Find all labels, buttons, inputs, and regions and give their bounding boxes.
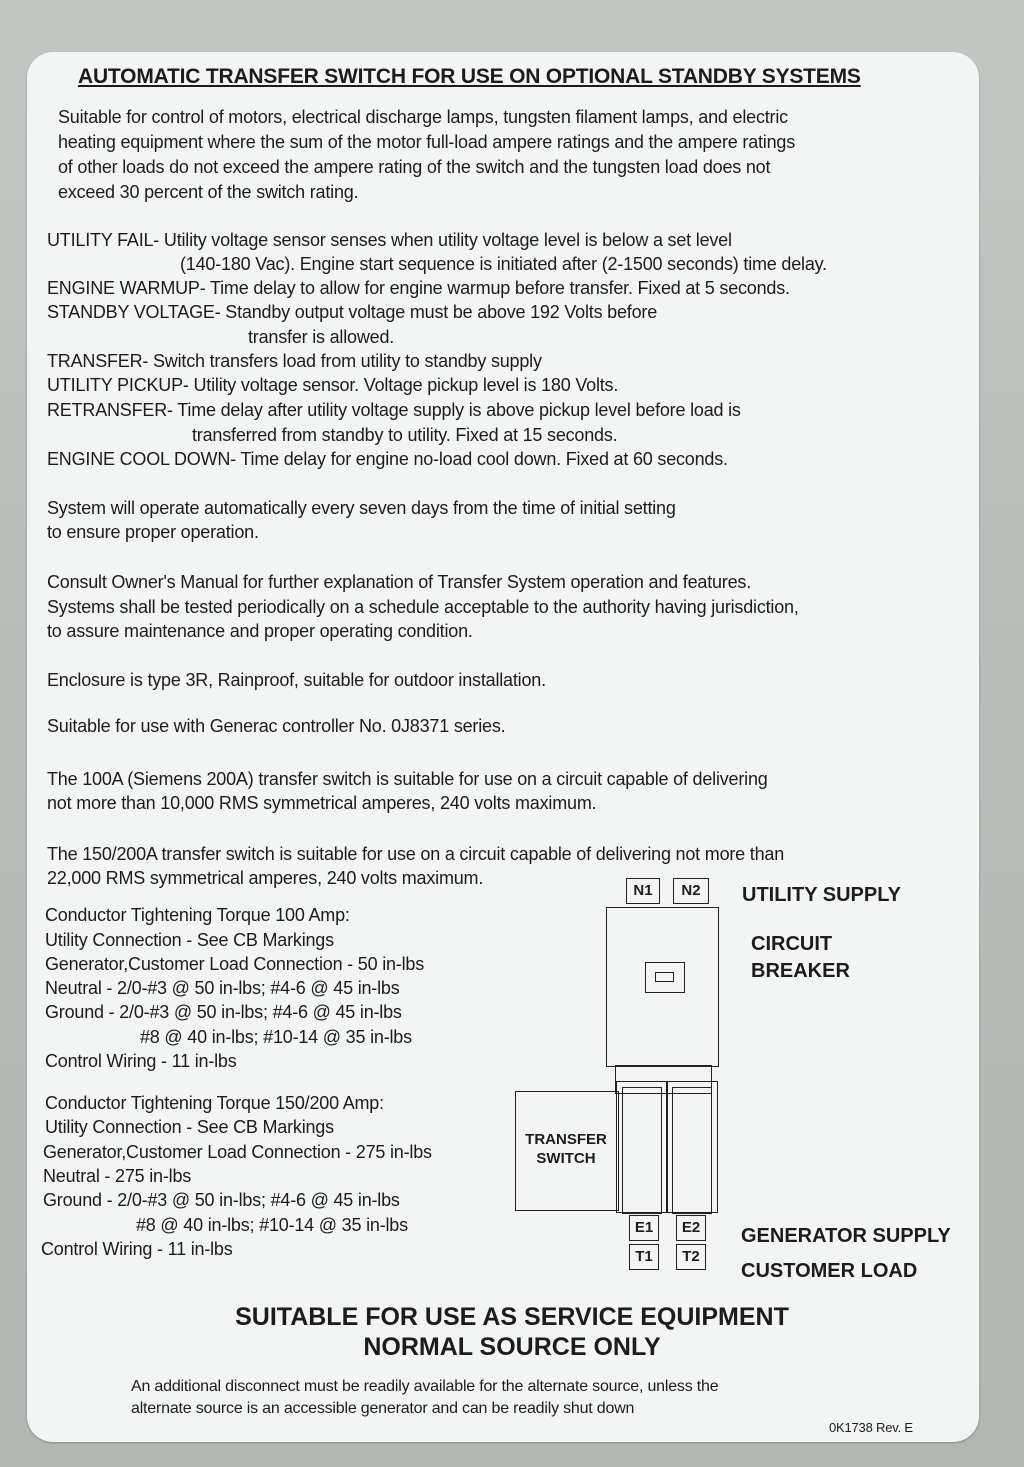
torque-100-line: Utility Connection - See CB Markings — [45, 930, 334, 950]
terminal-t1: T1 — [629, 1244, 659, 1270]
intro-line: heating equipment where the sum of the motor full-load ampere ratings and the ampere ratings — [58, 132, 796, 152]
paragraph-line: Suitable for use with Generac controller No. 0J8371 series. — [47, 716, 506, 736]
definition-engine-warmup: ENGINE WARMUP- Time delay to allow for engine warmup before transfer. Fixed at 5 seconds. — [47, 278, 790, 298]
paragraph-line: to assure maintenance and proper operating condition. — [47, 621, 473, 641]
definition-standby-voltage: STANDBY VOLTAGE- Standby output voltage must be above 192 Volts before — [47, 302, 658, 322]
torque-200-line: Utility Connection - See CB Markings — [45, 1117, 334, 1137]
service-equipment-line1: SUITABLE FOR USE AS SERVICE EQUIPMENT — [235, 1303, 789, 1331]
definition-utility-pickup: UTILITY PICKUP- Utility voltage sensor. Voltage pickup level is 180 Volts. — [47, 375, 619, 395]
breaker-handle-inner — [655, 972, 674, 982]
definition-engine-cool-down: ENGINE COOL DOWN- Time delay for engine no-load cool down. Fixed at 60 seconds. — [47, 449, 728, 469]
definition-utility-fail: UTILITY FAIL- Utility voltage sensor senses when utility voltage level is below a set level — [47, 230, 732, 250]
definition-transfer: TRANSFER- Switch transfers load from utility to standby supply — [47, 351, 542, 371]
torque-200-line: Ground - 2/0-#3 @ 50 in-lbs; #4-6 @ 45 in-lbs — [43, 1190, 400, 1210]
disconnect-note-line2: alternate source is an accessible generator and can be readily shut down — [131, 1400, 635, 1417]
torque-100-line: Ground - 2/0-#3 @ 50 in-lbs; #4-6 @ 45 in-lbs — [45, 1002, 402, 1022]
part-number: 0K1738 Rev. E — [829, 1420, 913, 1435]
torque-100-line: Conductor Tightening Torque 100 Amp: — [45, 905, 350, 925]
transfer-switch-label-switch: SWITCH — [536, 1150, 596, 1167]
customer-load-label: CUSTOMER LOAD — [741, 1260, 918, 1282]
definition-retransfer: RETRANSFER- Time delay after utility voltage supply is above pickup level before load is — [47, 400, 741, 420]
definition-utility-fail-cont: (140-180 Vac). Engine start sequence is initiated after (2-1500 seconds) time delay. — [180, 254, 827, 274]
torque-200-line: #8 @ 40 in-lbs; #10-14 @ 35 in-lbs — [136, 1215, 408, 1235]
intro-line: of other loads do not exceed the ampere rating of the switch and the tungsten load does not — [58, 157, 771, 177]
paragraph-line: Enclosure is type 3R, Rainproof, suitable for outdoor installation. — [47, 670, 546, 690]
paragraph-line: The 100A (Siemens 200A) transfer switch is suitable for use on a circuit capable of delivering — [47, 769, 768, 789]
service-equipment-line2: NORMAL SOURCE ONLY — [363, 1333, 661, 1361]
paragraph-line: The 150/200A transfer switch is suitable for use on a circuit capable of delivering not more than — [47, 844, 785, 864]
definition-standby-voltage-cont: transfer is allowed. — [248, 327, 395, 347]
terminal-e2: E2 — [676, 1215, 706, 1241]
paragraph-line: Consult Owner's Manual for further explanation of Transfer System operation and features. — [47, 572, 752, 592]
torque-100-line: Generator,Customer Load Connection - 50 in-lbs — [45, 954, 425, 974]
breaker-label: BREAKER — [751, 960, 850, 982]
paragraph-line: to ensure proper operation. — [47, 522, 259, 542]
torque-200-line: Neutral - 275 in-lbs — [43, 1166, 192, 1186]
torque-100-line: Control Wiring - 11 in-lbs — [45, 1051, 237, 1071]
torque-100-line: Neutral - 2/0-#3 @ 50 in-lbs; #4-6 @ 45 in-lbs — [45, 978, 400, 998]
terminal-e1: E1 — [629, 1215, 659, 1241]
circuit-label: CIRCUIT — [751, 933, 833, 955]
paragraph-line: 22,000 RMS symmetrical amperes, 240 volts maximum. — [47, 868, 484, 888]
transfer-contact-left — [622, 1087, 662, 1214]
transfer-contact-right — [672, 1087, 712, 1214]
label-heading: AUTOMATIC TRANSFER SWITCH FOR USE ON OPTIONAL STANDBY SYSTEMS — [78, 65, 861, 88]
terminal-n1: N1 — [626, 878, 660, 904]
definition-retransfer-cont: transferred from standby to utility. Fixed at 15 seconds. — [192, 425, 618, 445]
intro-line: exceed 30 percent of the switch rating. — [58, 182, 359, 202]
torque-100-line: #8 @ 40 in-lbs; #10-14 @ 35 in-lbs — [140, 1027, 412, 1047]
torque-200-line: Generator,Customer Load Connection - 275 in-lbs — [43, 1142, 432, 1162]
paragraph-line: not more than 10,000 RMS symmetrical amperes, 240 volts maximum. — [47, 793, 597, 813]
utility-supply-label: UTILITY SUPPLY — [742, 884, 901, 906]
terminal-n2: N2 — [673, 878, 709, 904]
paragraph-line: System will operate automatically every seven days from the time of initial setting — [47, 498, 676, 518]
paragraph-line: Systems shall be tested periodically on a schedule acceptable to the authority having jurisdiction, — [47, 597, 799, 617]
intro-line: Suitable for control of motors, electrical discharge lamps, tungsten filament lamps, and electric — [58, 107, 788, 127]
disconnect-note-line1: An additional disconnect must be readily available for the alternate source, unless the — [131, 1378, 719, 1395]
terminal-t2: T2 — [676, 1244, 706, 1270]
torque-200-line: Control Wiring - 11 in-lbs — [41, 1239, 233, 1259]
transfer-switch-label-transfer: TRANSFER — [525, 1131, 607, 1148]
torque-200-line: Conductor Tightening Torque 150/200 Amp: — [45, 1093, 384, 1113]
generator-supply-label: GENERATOR SUPPLY — [741, 1225, 951, 1247]
